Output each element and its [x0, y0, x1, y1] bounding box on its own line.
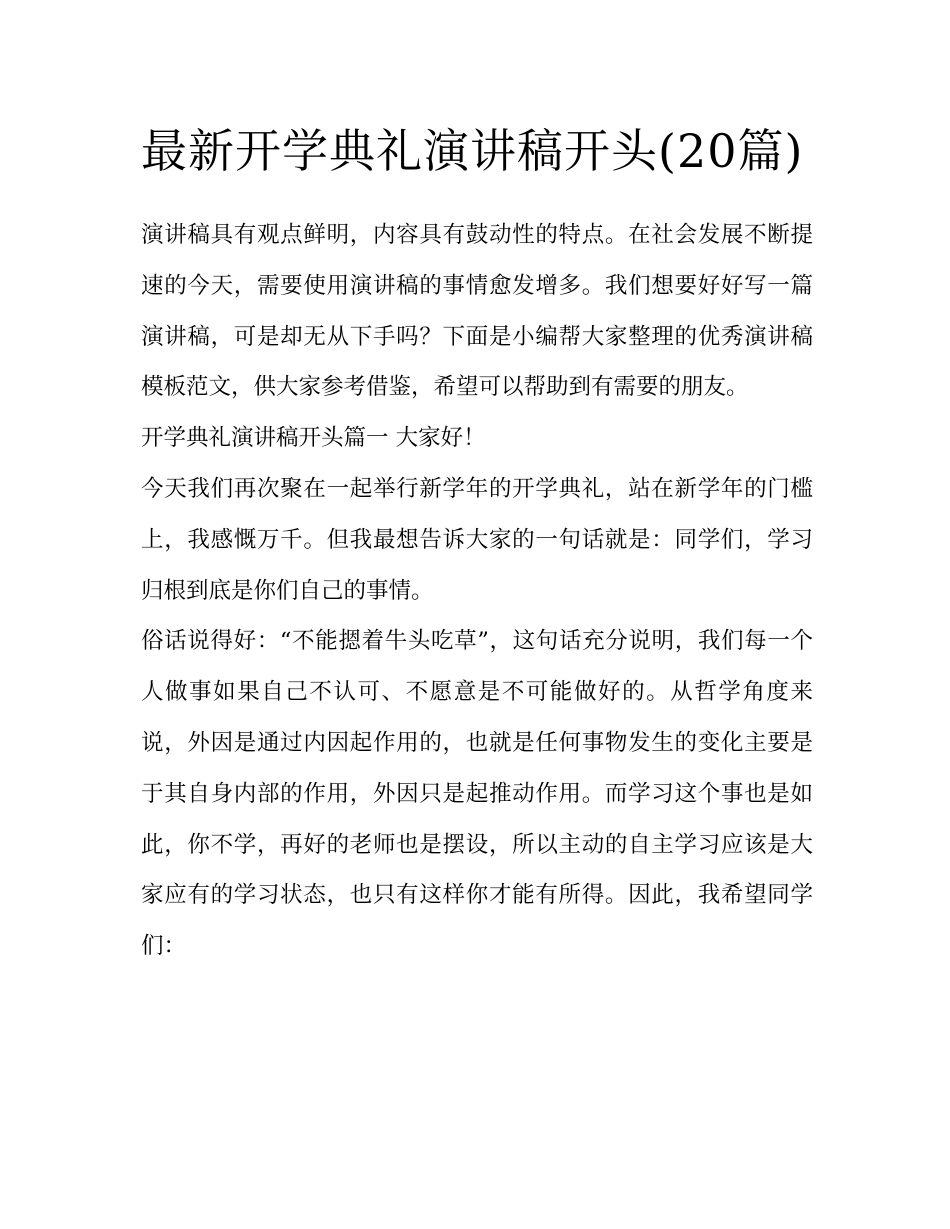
document-page — [141, 112, 813, 972]
body-paragraph: 俗话说得好：“不能摁着牛头吃草”，这句话充分说明，我们每一个人做事如果自己不认可、不愿意是不可能做好的。从哲学角度来说，外因是通过内因起作用的，也就是任何事物发生的变化主要是于其自身内部的作用，外因只是起推动作用。而学习这个事也是如此，你不学，再好的老师也是摆设，所以主动的自主学习应该是大家应有的学习状态，也只有这样你才能有所得。因此，我希望同学们： — [141, 628, 813, 960]
document-body — [141, 210, 813, 972]
intro-paragraph: 演讲稿具有观点鲜明，内容具有鼓动性的特点。在社会发展不断提速的今天，需要使用演讲稿的事情愈发增多。我们想要好好写一篇演讲稿，可是却无从下手吗？下面是小编帮大家整理的优秀演讲稿模板范文，供大家参考借鉴，希望可以帮助到有需要的朋友。 — [141, 222, 813, 401]
body-paragraph: 今天我们再次聚在一起举行新学年的开学典礼，站在新学年的门槛上，我感慨万千。但我最想告诉大家的一句话就是：同学们，学习归根到底是你们自己的事情。 — [141, 475, 813, 604]
document-title: 最新开学典礼演讲稿开头(20篇) — [141, 124, 804, 178]
speech-heading-paragraph: 开学典礼演讲稿开头篇一 大家好！ — [141, 425, 486, 452]
